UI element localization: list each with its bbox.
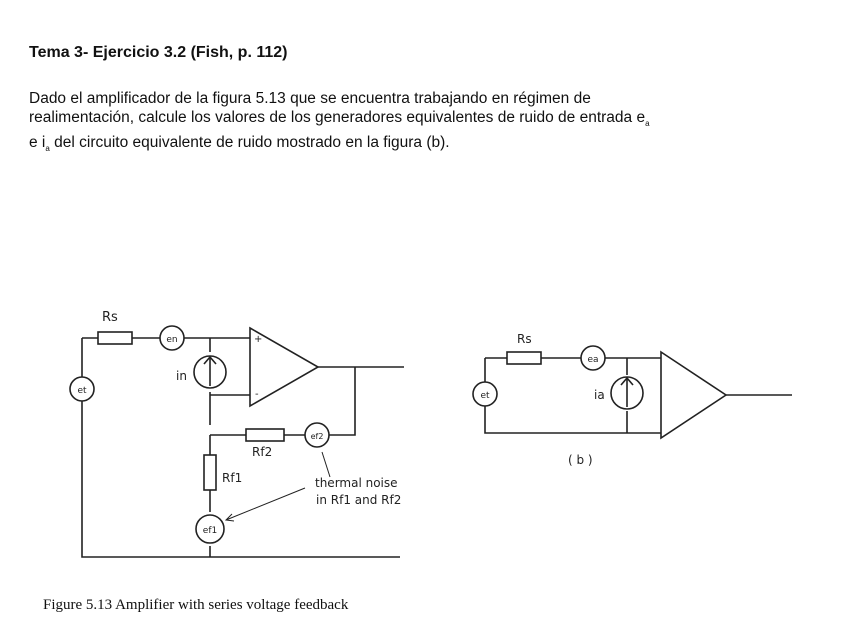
- label-rs-b: Rs: [517, 332, 532, 346]
- note-arrow-ef2: [322, 452, 330, 477]
- circuit-a-wires: [82, 338, 404, 557]
- subscript-a-2: a: [45, 144, 50, 154]
- note-line-2: in Rf1 and Rf2: [316, 493, 402, 507]
- figure-caption: Figure 5.13 Amplifier with series voltage feedback: [43, 597, 349, 613]
- label-minus: -: [255, 389, 259, 400]
- exercise-title: Tema 3- Ejercicio 3.2 (Fish, p. 112): [29, 44, 288, 61]
- label-ea: ea: [587, 355, 599, 365]
- label-ia: ia: [594, 388, 605, 402]
- label-en: en: [166, 335, 178, 345]
- label-et-a: et: [77, 386, 87, 396]
- statement-line-1: Dado el amplificador de la figura 5.13 que se encuentra trabajando en régimen de: [29, 90, 591, 107]
- label-et-b: et: [480, 391, 490, 401]
- amplifier-b: [661, 352, 726, 438]
- resistor-rs-a: [98, 332, 132, 344]
- note-line-1: thermal noise: [315, 476, 398, 490]
- note-arrow-ef1: [226, 488, 305, 521]
- statement-line-2: realimentación, calcule los valores de los generadores equivalentes de ruido de entrada e: [29, 109, 646, 126]
- label-rf1: Rf1: [222, 471, 243, 485]
- subscript-a: a: [645, 119, 650, 129]
- statement-line-3-prefix: e i: [29, 134, 46, 152]
- statement-line-3-suffix: del circuito equivalente de ruido mostrado en la figura (b).: [49, 134, 450, 152]
- resistor-rf1: [204, 455, 216, 490]
- label-in: in: [176, 369, 187, 383]
- resistor-rs-b: [507, 352, 541, 364]
- label-plus: +: [254, 334, 263, 345]
- label-panel-b: ( b ): [568, 453, 593, 467]
- label-rs-a: Rs: [102, 310, 118, 325]
- label-rf2: Rf2: [252, 445, 273, 459]
- resistor-rf2: [246, 429, 284, 441]
- label-ef2: ef2: [310, 432, 324, 441]
- label-ef1: ef1: [202, 526, 218, 536]
